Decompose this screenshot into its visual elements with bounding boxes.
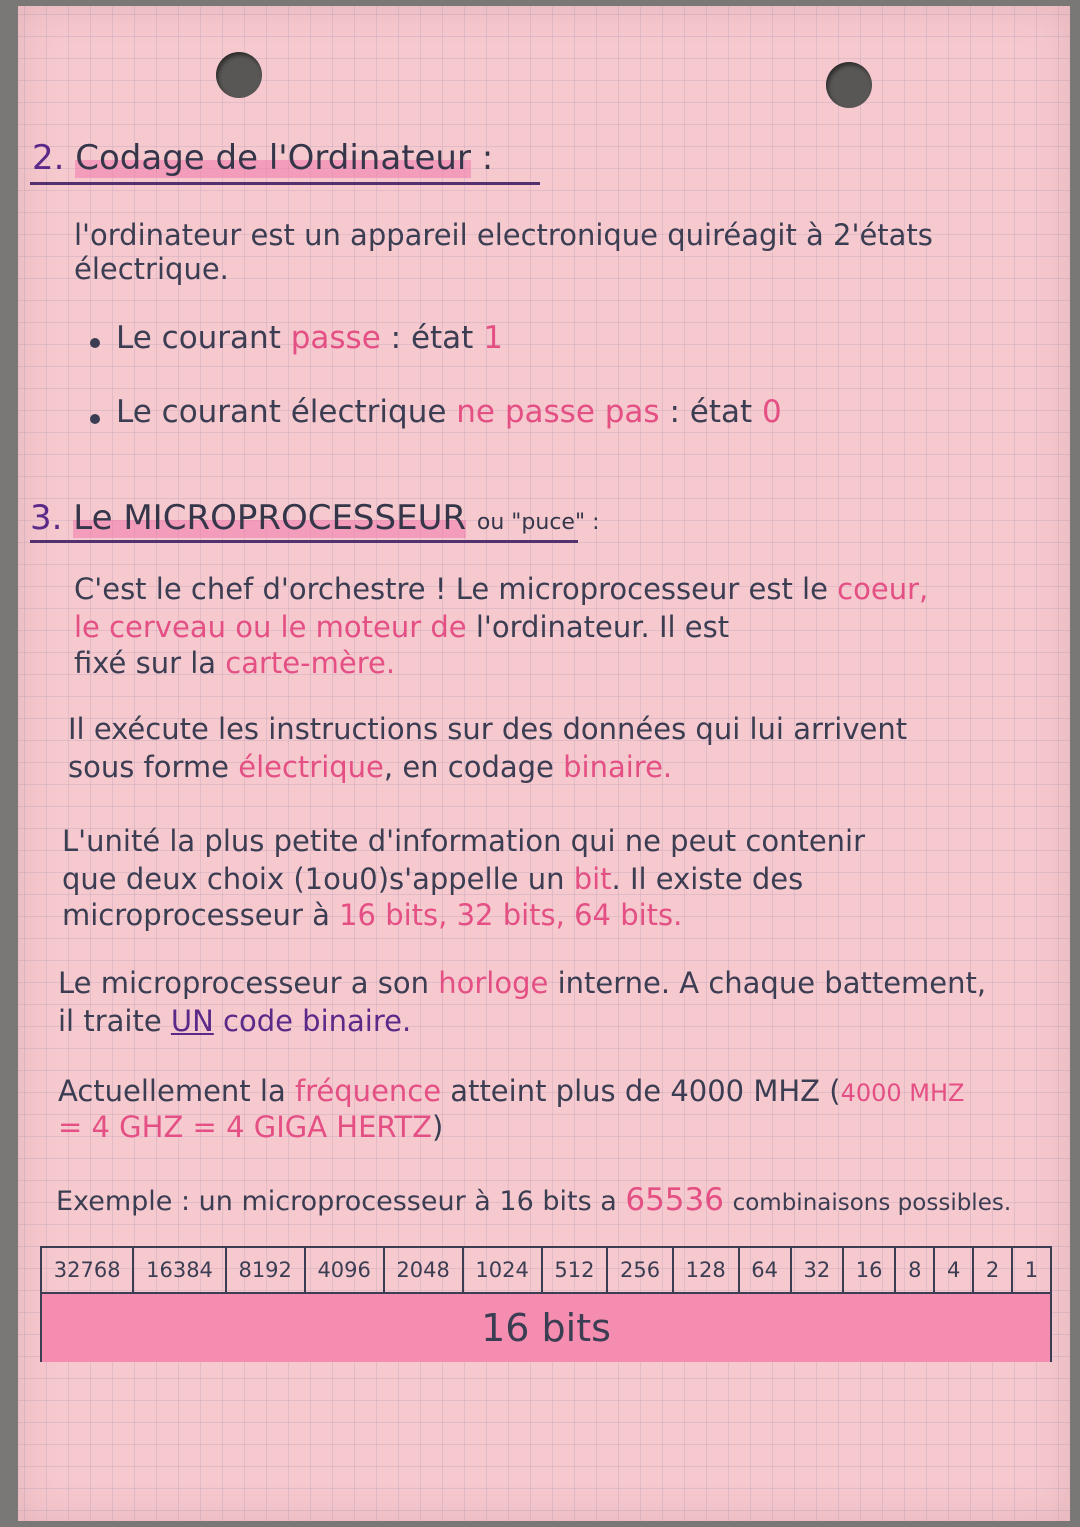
bit-weight-cell: 8 <box>896 1248 935 1292</box>
bit-weight-cell: 1 <box>1024 1258 1039 1282</box>
section3-heading <box>30 498 600 538</box>
bit-weight-cell: 2 <box>974 1248 1013 1292</box>
p6-example <box>56 1182 1011 1218</box>
p3-line3 <box>62 898 682 932</box>
section2-colon: : <box>481 138 494 178</box>
bullet-item-current-passes <box>116 320 503 356</box>
p5-line1-text: Actuellement la <box>58 1074 286 1108</box>
p5-line2 <box>58 1110 443 1144</box>
p2-line2-text: sous forme <box>68 750 230 784</box>
bullet1-state-label: : état <box>390 320 474 356</box>
section2-number: 2. <box>32 138 65 178</box>
p3-line3-text: microprocesseur à <box>62 898 330 932</box>
p3-bit-sizes: 16 bits, 32 bits, 64 bits. <box>339 898 683 932</box>
bits-values-row <box>42 1248 1050 1294</box>
section2-intro-line2: électrique. <box>74 252 229 286</box>
bullet2-state-label: : état <box>669 394 753 430</box>
p1-coeur: coeur, <box>837 572 929 606</box>
p2-codage: , en codage <box>383 750 554 784</box>
bit-weight-cell: 4 <box>935 1248 974 1292</box>
p4-line2-text: il traite <box>58 1004 162 1038</box>
bit-weight-cell: 32768 <box>42 1248 134 1292</box>
section2-underline <box>30 182 540 185</box>
p1-line1-text: C'est le chef d'orchestre ! Le microprocesseur est le <box>74 572 828 606</box>
p4-line1-text: Le microprocesseur a son <box>58 966 430 1000</box>
p3-line1: L'unité la plus petite d'information qui ne peut contenir <box>62 824 866 858</box>
p1-line2-text: l'ordinateur. Il est <box>475 610 730 644</box>
p5-line1-mid: atteint plus de 4000 MHZ ( <box>450 1074 841 1108</box>
p4-un: UN <box>170 1004 214 1038</box>
notebook-page <box>18 6 1070 1521</box>
p4-code-binaire: code binaire. <box>223 1004 412 1038</box>
punch-hole-left <box>216 52 262 98</box>
p6-end: combinaisons possibles. <box>732 1190 1012 1216</box>
bullet2-text: Le courant électrique <box>116 394 447 430</box>
bullet-dot <box>90 338 100 348</box>
p1-line3-text: fixé sur la <box>74 646 217 680</box>
p1-cerveau: le cerveau <box>74 610 226 644</box>
bullet1-text: Le courant <box>116 320 281 356</box>
p1-line1 <box>74 572 928 606</box>
p1-carte-mere: carte-mère. <box>225 646 396 680</box>
section3-title: Le MICROPROCESSEUR <box>73 498 467 538</box>
p5-ghz: = 4 GHZ = 4 GIGA HERTZ <box>58 1110 433 1144</box>
p4-line1 <box>58 966 986 1000</box>
section3-subtitle: ou "puce" : <box>476 510 600 535</box>
section2-heading <box>32 138 493 178</box>
p2-electrique: électrique <box>238 750 384 784</box>
p5-close-paren: ) <box>432 1110 444 1144</box>
bits-label-bar: 16 bits <box>42 1294 1050 1362</box>
p1-moteur: moteur de <box>315 610 467 644</box>
p1-line2 <box>74 610 729 644</box>
bullet1-passe: passe <box>290 320 381 356</box>
bit-weight-cell: 1024 <box>464 1248 543 1292</box>
bit-weight-cell: 16384 <box>134 1248 226 1292</box>
p5-line1 <box>58 1074 964 1108</box>
p6-65536: 65536 <box>625 1182 724 1218</box>
bullet-item-current-blocked <box>116 394 782 430</box>
p4-line1-end: interne. A chaque battement, <box>557 966 987 1000</box>
bit-weight-cell: 2048 <box>385 1248 464 1292</box>
p3-line2-end: . Il existe des <box>611 862 804 896</box>
p2-line1: Il exécute les instructions sur des données qui lui arrivent <box>68 712 908 746</box>
bit-weight-cell: 16 <box>844 1248 896 1292</box>
bit-weight-cell: 64 <box>740 1248 792 1292</box>
p4-horloge: horloge <box>438 966 549 1000</box>
section3-number: 3. <box>30 498 63 538</box>
p3-line2-text: que deux choix (1ou0)s'appelle un <box>62 862 565 896</box>
p4-line2 <box>58 1004 411 1038</box>
bit-weight-cell: 8192 <box>227 1248 306 1292</box>
p5-frequence: fréquence <box>294 1074 442 1108</box>
bullet-dot <box>90 414 100 424</box>
bullet2-ne-passe-pas: ne passe pas <box>456 394 660 430</box>
p2-line2 <box>68 750 672 784</box>
section3-underline <box>30 540 578 543</box>
section2-intro-line1: l'ordinateur est un appareil electronique quiréagit à 2'états <box>74 218 933 252</box>
section2-title: Codage de l'Ordinateur <box>75 138 471 178</box>
bit-weight-cell: 512 <box>543 1248 609 1292</box>
p2-binaire: binaire. <box>563 750 673 784</box>
p3-line2 <box>62 862 803 896</box>
p1-ou-le: ou le <box>235 610 307 644</box>
bullet2-state-value: 0 <box>762 394 782 430</box>
bit-weight-cell: 256 <box>608 1248 674 1292</box>
punch-hole-right <box>826 62 872 108</box>
p5-4000mhz: 4000 MHZ <box>840 1079 965 1107</box>
bullet1-state-value: 1 <box>483 320 503 356</box>
p3-bit: bit <box>573 862 612 896</box>
bits-table <box>40 1246 1052 1362</box>
p6-text: Exemple : un microprocesseur à 16 bits a <box>56 1186 617 1217</box>
bit-weight-cell: 128 <box>674 1248 740 1292</box>
bit-weight-cell: 32 <box>792 1248 844 1292</box>
bit-weight-cell: 4096 <box>306 1248 385 1292</box>
p1-line3 <box>74 646 395 680</box>
